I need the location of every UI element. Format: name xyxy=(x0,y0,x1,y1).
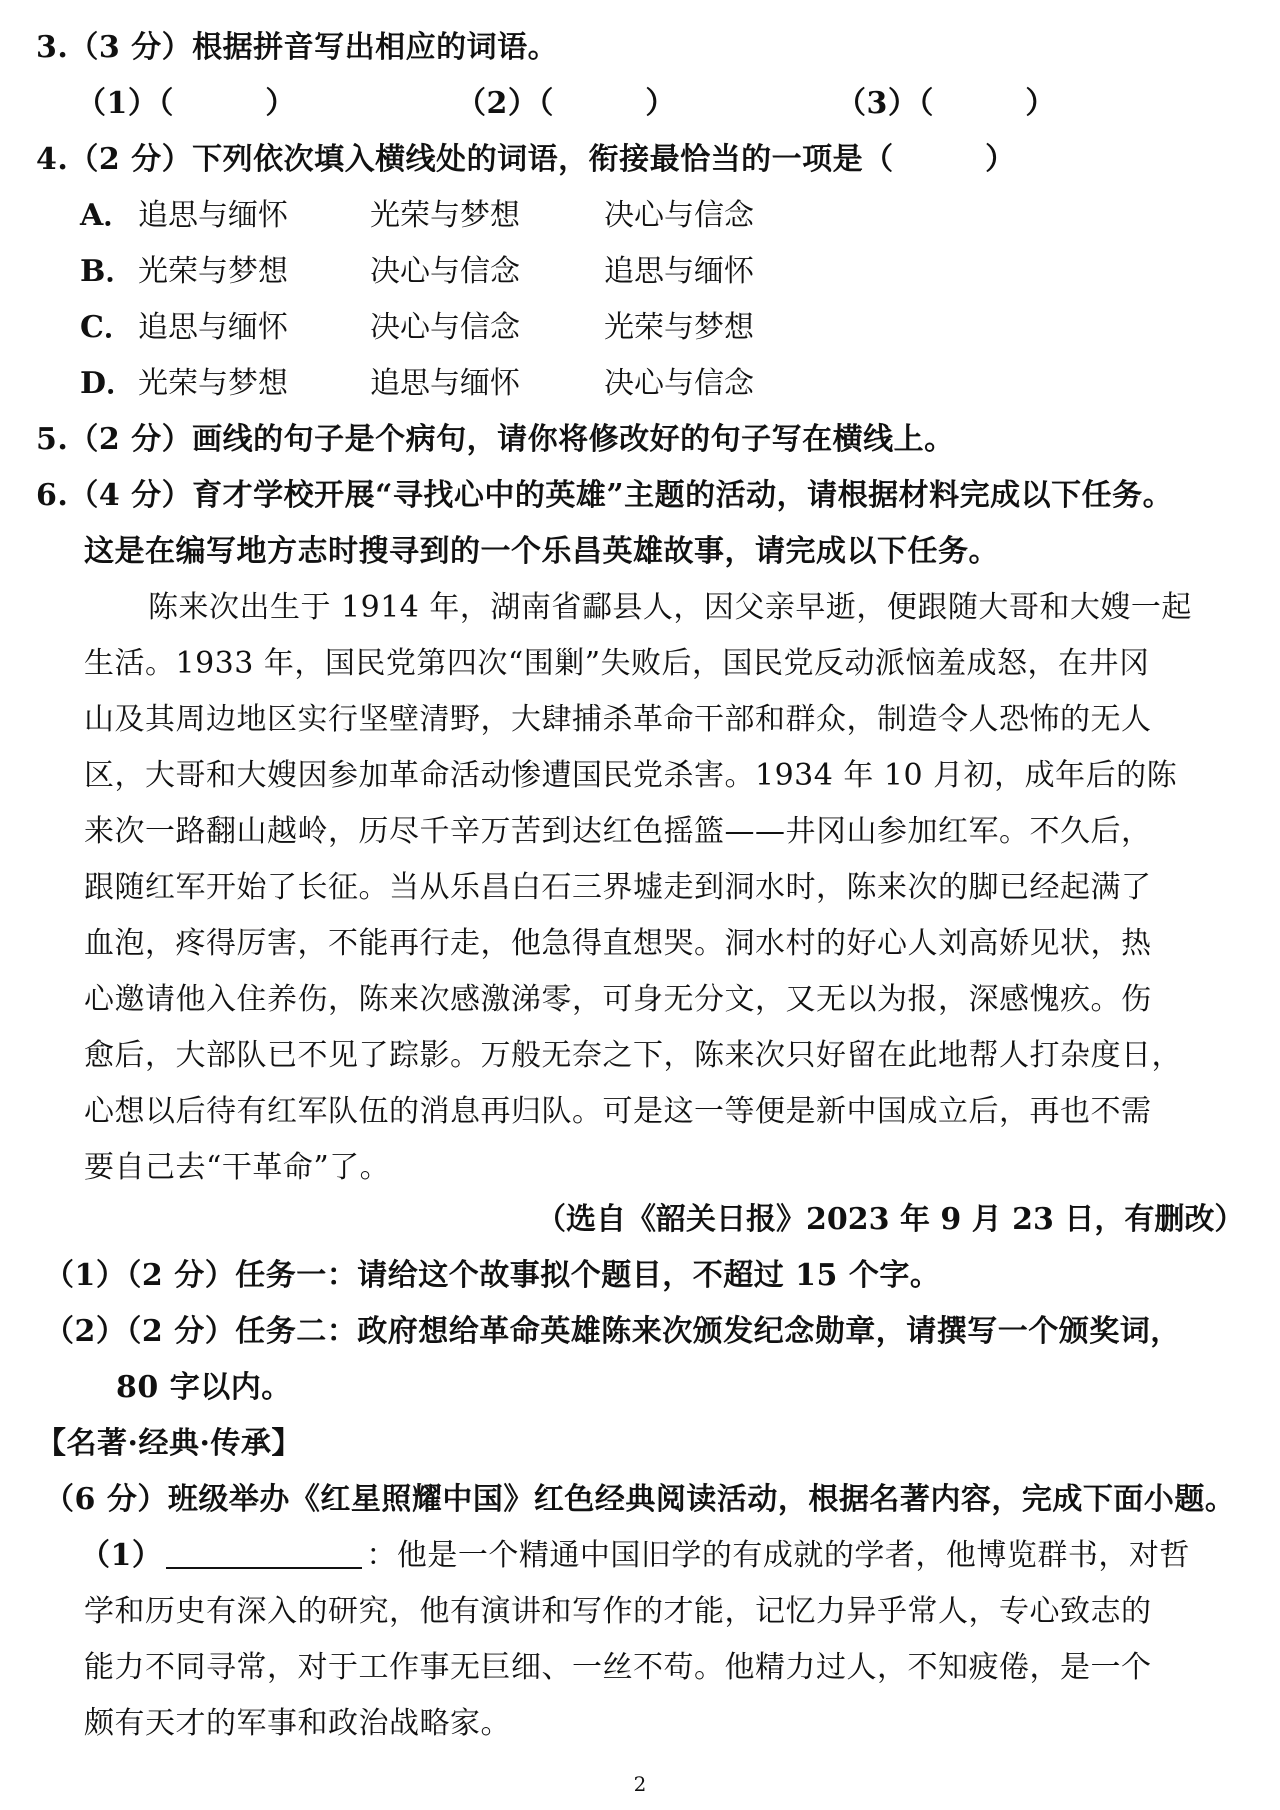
section-sub1-line: 学和历史有深入的研究，他有演讲和写作的才能，记忆力异乎常人，专心致志的 xyxy=(84,1594,1152,1629)
passage-line: 心邀请他入住养伤，陈来次感激涕零，可身无分文，又无以为报，深感愧疚。伤 xyxy=(84,982,1152,1017)
section-stem: （6 分）班级举办《红星照耀中国》红色经典阅读活动，根据名著内容，完成下面小题。 xyxy=(44,1482,1236,1517)
passage-line: 山及其周边地区实行坚壁清野，大肆捕杀革命干部和群众，制造令人恐怖的无人 xyxy=(84,702,1152,737)
q6-stem: 6.（4 分）育才学校开展“寻找心中的英雄”主题的活动，请根据材料完成以下任务。 xyxy=(36,478,1174,513)
passage-line: 愈后，大部队已不见了踪影。万般无奈之下，陈来次只好留在此地帮人打杂度日， xyxy=(84,1038,1182,1073)
answer-blank-line[interactable] xyxy=(166,1539,362,1569)
passage-line: 来次一路翻山越岭，历尽千辛万苦到达红色摇篮——井冈山参加红军。不久后， xyxy=(84,814,1152,849)
option-letter: C． xyxy=(80,310,134,345)
q6-task2-line1: （2）（2 分）任务二：政府想给革命英雄陈来次颁发纪念勋章，请撰写一个颁奖词， xyxy=(44,1314,1181,1349)
q6-intro: 这是在编写地方志时搜寻到的一个乐昌英雄故事，请完成以下任务。 xyxy=(84,534,999,569)
option-item: 追思与缅怀 xyxy=(604,254,754,289)
option-letter: B． xyxy=(80,254,136,289)
option-item: 光荣与梦想 xyxy=(604,310,754,345)
section-sub1-line: 颇有天才的军事和政治战略家。 xyxy=(84,1706,511,1741)
page-number: 2 xyxy=(633,1772,647,1796)
passage-line: 跟随红军开始了长征。当从乐昌白石三界墟走到洞水时，陈来次的脚已经起满了 xyxy=(84,870,1152,905)
passage-line: 陈来次出生于 1914 年，湖南省酃县人，因父亲早逝，便跟随大哥和大嫂一起 xyxy=(148,590,1192,625)
option-letter: A． xyxy=(80,198,134,233)
option-item: 决心与信念 xyxy=(604,366,754,401)
option-item: 追思与缅怀 xyxy=(370,366,520,401)
sub1-label: （1） xyxy=(80,1538,163,1573)
section-sub1-line: 能力不同寻常，对于工作事无巨细、一丝不苟。他精力过人，不知疲倦，是一个 xyxy=(84,1650,1152,1685)
option-item: 追思与缅怀 xyxy=(138,310,288,345)
q3-blank-3: （3）（ ） xyxy=(836,86,1056,121)
option-item: 追思与缅怀 xyxy=(138,198,288,233)
q6-task2-line2: 80 字以内。 xyxy=(116,1370,292,1405)
option-letter: D． xyxy=(80,366,137,401)
q3-blank-1: （1）（ ） xyxy=(76,86,296,121)
sub1-text: ：他是一个精通中国旧学的有成就的学者，他博览群书，对哲 xyxy=(366,1538,1190,1573)
q3-blank-2: （2）（ ） xyxy=(456,86,676,121)
passage-line: 要自己去“干革命”了。 xyxy=(84,1150,391,1185)
section-sub1-line1 xyxy=(80,1536,1190,1576)
section-title: 【名著·经典·传承】 xyxy=(36,1426,302,1461)
q6-task1: （1）（2 分）任务一：请给这个故事拟个题目，不超过 15 个字。 xyxy=(44,1258,941,1293)
passage-line: 心想以后待有红军队伍的消息再归队。可是这一等便是新中国成立后，再也不需 xyxy=(84,1094,1152,1129)
option-item: 决心与信念 xyxy=(370,310,520,345)
q4-stem: 4.（2 分）下列依次填入横线处的词语，衔接最恰当的一项是（ ） xyxy=(36,142,1016,177)
passage-line: 血泡，疼得厉害，不能再行走，他急得直想哭。洞水村的好心人刘高娇见状，热 xyxy=(84,926,1152,961)
passage-line: 生活。1933 年，国民党第四次“围剿”失败后，国民党反动派恼羞成怒，在井冈 xyxy=(84,646,1150,681)
q6-source: （选自《韶关日报》2023 年 9 月 23 日，有删改） xyxy=(536,1202,1245,1237)
option-item: 决心与信念 xyxy=(370,254,520,289)
option-item: 光荣与梦想 xyxy=(370,198,520,233)
q5-stem: 5.（2 分）画线的句子是个病句，请你将修改好的句子写在横线上。 xyxy=(36,422,955,457)
option-item: 光荣与梦想 xyxy=(138,366,288,401)
option-item: 决心与信念 xyxy=(604,198,754,233)
q3-stem: 3.（3 分）根据拼音写出相应的词语。 xyxy=(36,30,559,65)
passage-line: 区，大哥和大嫂因参加革命活动惨遭国民党杀害。1934 年 10 月初，成年后的陈 xyxy=(84,758,1178,793)
option-item: 光荣与梦想 xyxy=(138,254,288,289)
